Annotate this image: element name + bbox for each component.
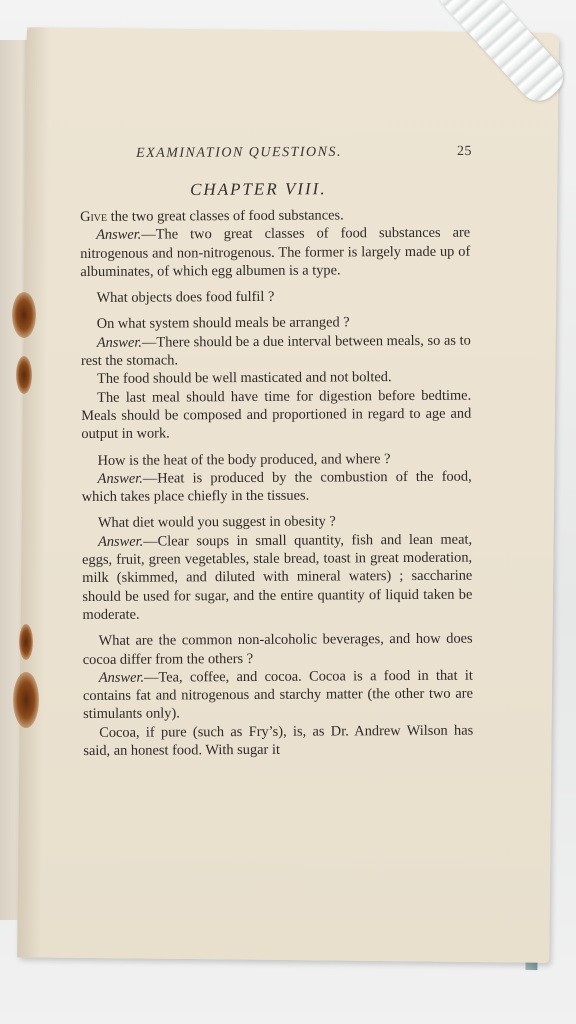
rust-stain — [12, 292, 36, 338]
body-paragraph: The last meal should have time for digestion before bedtime. Meals should be composed and proportioned in regard to age and output in work. — [81, 387, 472, 443]
rust-stain — [16, 356, 32, 394]
page-number: 25 — [456, 143, 473, 160]
answer-text: —Tea, coffee, and cocoa. Cocoa is a food in that it contains fat and nitrogenous and starchy matter (the other two are stimulants only). — [82, 667, 474, 723]
question-text: What diet would you suggest in obesity ? — [97, 513, 336, 532]
answer-label: Answer. — [97, 470, 143, 487]
page-body-text — [80, 206, 473, 761]
answer-text: —The two great classes of food substances are nitrogenous and non-nitrogenous. The former is largely made up of albuminates, of which egg albumen is a type. — [80, 224, 471, 280]
answer-label: Answer. — [96, 226, 142, 244]
answer-paragraph — [82, 530, 473, 624]
question-paragraph — [82, 512, 472, 533]
answer-paragraph — [81, 331, 471, 370]
answer-label: Answer. — [98, 669, 145, 686]
question-text: What objects does food fulfil ? — [96, 289, 275, 307]
question-text: What are the common non-alcoholic beverages, and how does cocoa differ from the others ? — [82, 630, 473, 668]
answer-paragraph — [83, 666, 473, 723]
question-first-word: Give — [80, 208, 108, 225]
answer-paragraph — [80, 224, 470, 281]
answer-text: —Heat is produced by the combustion of the food, which takes place chiefly in the tissues. — [81, 468, 472, 506]
answer-text: —There should be a due interval between meals, so as to rest the stomach. — [80, 332, 471, 370]
question-paragraph — [80, 206, 470, 227]
question-paragraph — [83, 630, 473, 669]
answer-label: Answer. — [97, 533, 144, 550]
question-paragraph — [80, 287, 470, 308]
rust-stain — [19, 624, 33, 660]
body-paragraph: The food should be well masticated and not bolted. — [96, 369, 392, 388]
question-paragraph — [81, 313, 471, 334]
question-text: the two great classes of food substances. — [107, 207, 344, 225]
rust-stain — [13, 672, 39, 728]
question-paragraph — [81, 449, 471, 470]
question-text: On what system should meals be arranged ? — [96, 314, 350, 333]
body-paragraph: Cocoa, if pure (such as Fry’s), is, as Dr. Andrew Wilson has said, an honest food. With sugar it — [83, 722, 474, 760]
answer-text: —Clear soups in small quantity, fish and lean meat, eggs, fruit, green vegetables, stale bread, toast in great moderation, milk (skimmed, and diluted with mineral waters) ; saccharine should be used for sugar, and the entire quantity of liquid taken be moderate. — [82, 531, 473, 623]
chapter-heading: CHAPTER VIII. — [190, 179, 327, 199]
question-text: How is the heat of the body produced, and where ? — [97, 450, 391, 469]
running-title: EXAMINATION QUESTIONS. — [136, 144, 343, 161]
answer-label: Answer. — [96, 334, 143, 351]
answer-paragraph — [82, 467, 472, 506]
